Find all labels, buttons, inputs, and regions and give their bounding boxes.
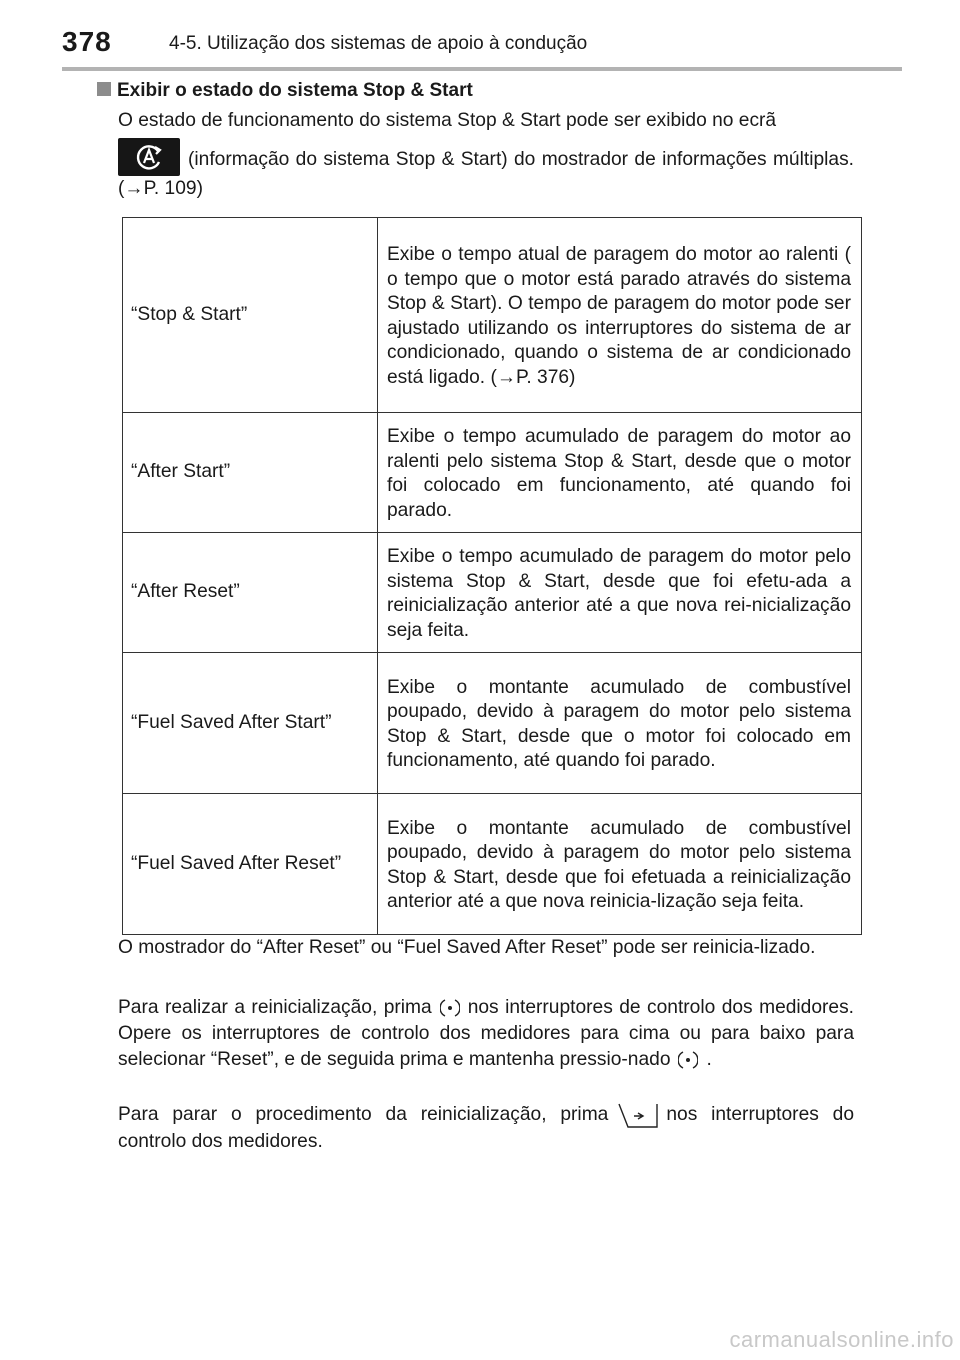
- item-description: Exibe o montante acumulado de combustível poupado, devido à paragem do motor pelo sistema Stop & Start, desde que o motor foi colocado em funcionamento, até quando foi parado.: [378, 653, 862, 794]
- reset-instructions: Para realizar a reinicialização, prima nos interruptores de controlo dos medidores. Opere os interruptores de controlo dos medidores para cima ou para baixo para selecionar “Reset”, e de seguida prima e mantenha pressio-nado .: [118, 997, 855, 1070]
- intro-paragraph: (informação do sistema Stop & Start) do mostrador de informações múltiplas. (→P. 109): [118, 144, 854, 202]
- reset-note: O mostrador do “After Reset” ou “Fuel Saved After Reset” pode ser reinicia-lizado.: [118, 937, 816, 958]
- item-name: “After Start”: [123, 413, 378, 533]
- table-row: [123, 794, 862, 935]
- item-name: “Fuel Saved After Reset”: [123, 794, 378, 935]
- stop-reset-instructions: Para parar o procedimento da reinicialização, prima nos interruptores do controlo dos medidores.: [118, 1101, 854, 1155]
- back-button-icon: [616, 1101, 660, 1129]
- page-number: 378: [62, 26, 112, 57]
- page-header: [62, 26, 902, 62]
- enter-button-icon: [678, 1050, 698, 1070]
- table-row: [123, 413, 862, 533]
- item-name: “Stop & Start”: [123, 218, 378, 413]
- item-description: Exibe o tempo atual de paragem do motor ao ralenti ( o tempo que o motor está parado através do sistema Stop & Start). O tempo de paragem do motor pode ser ajustado utilizando os interruptores do sistema de ar condicionado, quando o sistema de ar condicionado está ligado. (→P. 376): [378, 218, 862, 413]
- stop-start-info-table: [122, 217, 862, 935]
- item-description: Exibe o tempo acumulado de paragem do motor pelo sistema Stop & Start, desde que foi efetu-ada a reinicialização anterior até a que nova rei-nicialização seja feita.: [378, 533, 862, 653]
- table-row: [123, 533, 862, 653]
- item-description: Exibe o montante acumulado de combustível poupado, devido à paragem do motor pelo sistema Stop & Start, desde que foi efetuada a reinicialização anterior até a que nova reinicia-lização seja feita.: [378, 794, 862, 935]
- table-row: [123, 653, 862, 794]
- header-rule: [62, 67, 902, 71]
- chapter-title: 4-5. Utilização dos sistemas de apoio à condução: [169, 33, 588, 54]
- watermark: carmanualsonline.info: [729, 1327, 954, 1352]
- square-bullet-icon: [97, 82, 111, 96]
- intro-line: O estado de funcionamento do sistema Stop & Start pode ser exibido no ecrã: [118, 110, 777, 131]
- stop-start-a-icon: [118, 138, 180, 176]
- section-title: Exibir o estado do sistema Stop & Start: [97, 80, 473, 102]
- item-name: “Fuel Saved After Start”: [123, 653, 378, 794]
- table-row: [123, 218, 862, 413]
- item-name: “After Reset”: [123, 533, 378, 653]
- enter-button-icon: [440, 998, 460, 1018]
- item-description: Exibe o tempo acumulado de paragem do motor ao ralenti pelo sistema Stop & Start, desde que o motor foi colocado em funcionamento, até quando foi parado.: [378, 413, 862, 533]
